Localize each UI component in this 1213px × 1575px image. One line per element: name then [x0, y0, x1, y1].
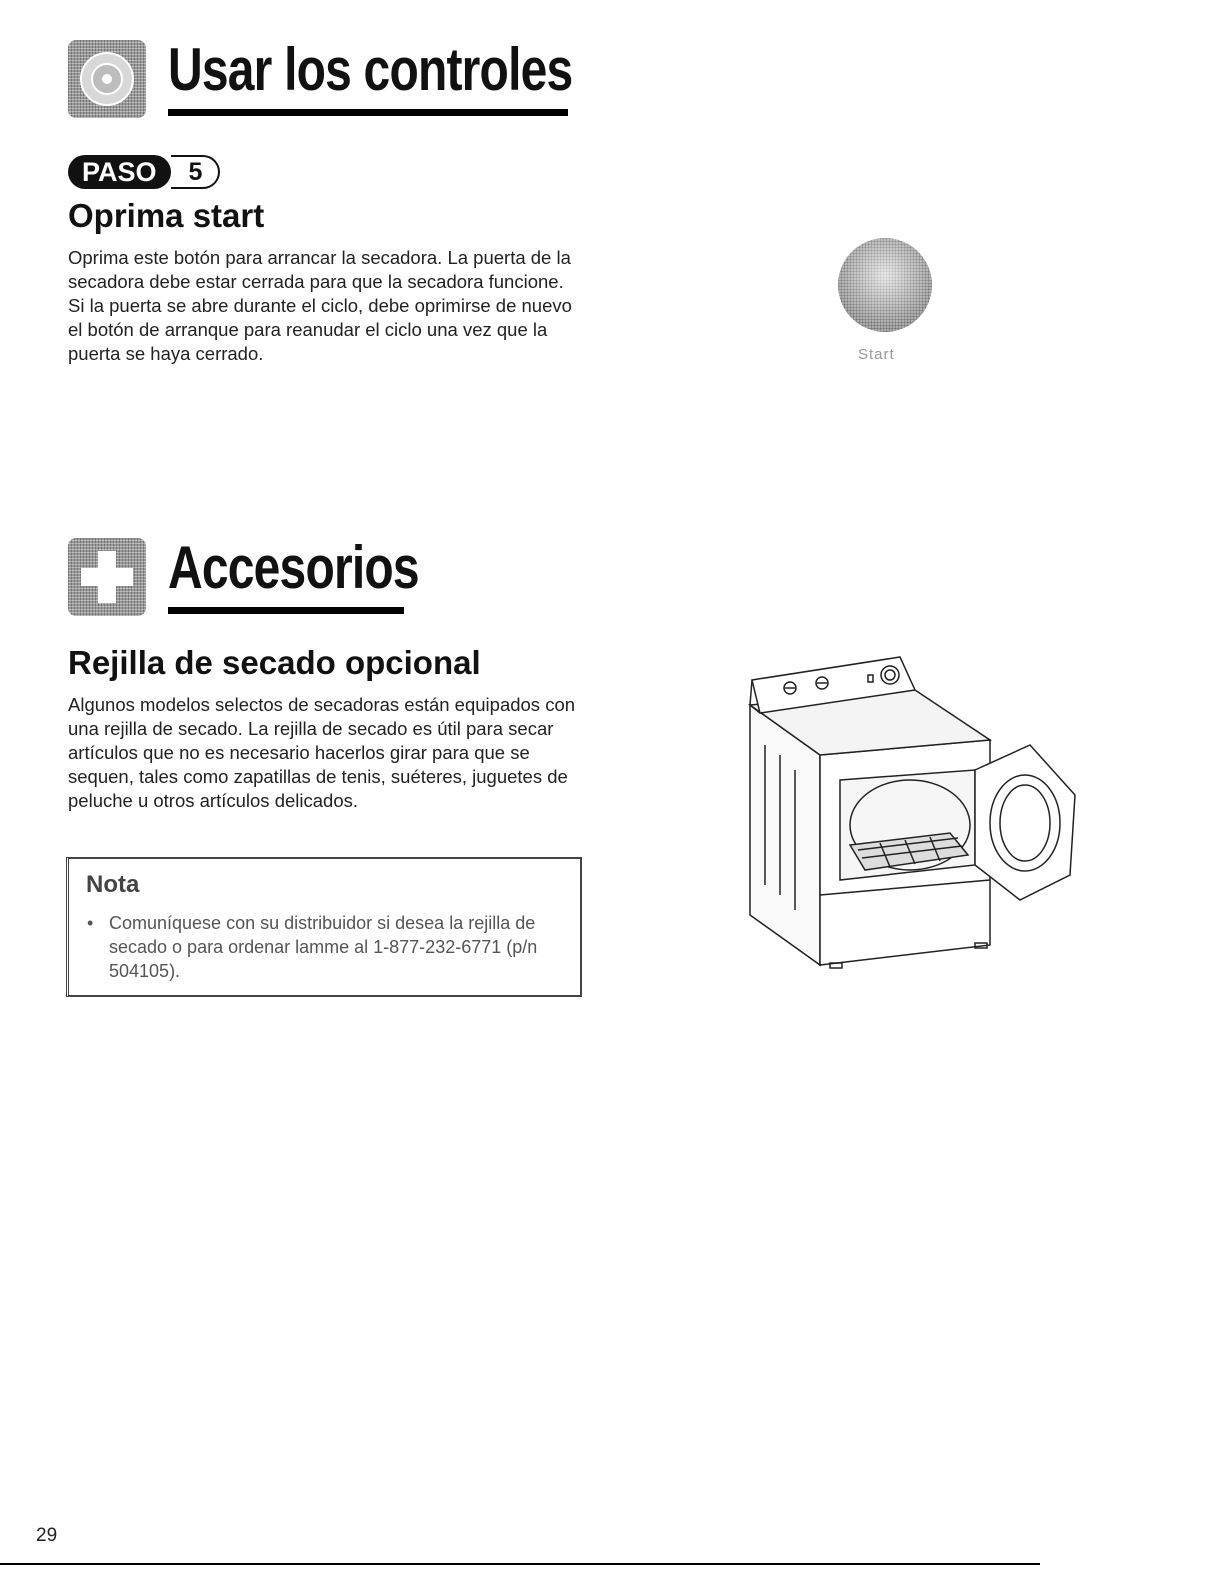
step-number: 5: [171, 155, 221, 189]
title-underline: [168, 607, 404, 614]
start-button-label: Start: [858, 346, 895, 363]
section-title-accessories: Accesorios: [168, 534, 419, 601]
accessory-heading: Rejilla de secado opcional: [68, 644, 481, 681]
step-description: Oprima este botón para arrancar la secadora. La puerta de la secadora debe estar cerrada para que la secadora funcione. Si la puerta se abre durante el ciclo, debe oprimirse de nuevo el botón de arranque para reanudar el ciclo una vez que la puerta se haya cerrado.: [68, 247, 572, 364]
footer-rule: [0, 1563, 1040, 1565]
dial-icon: [68, 40, 146, 118]
dryer-illustration: [740, 645, 1085, 985]
step-label: PASO: [68, 155, 171, 189]
note-text: Comuníquese con su distribuidor si desea la rejilla de secado o para ordenar lamme al 1-877-232-6771 (p/n 504105).: [109, 913, 538, 981]
step-heading: Oprima start: [68, 197, 265, 234]
accessory-description: Algunos modelos selectos de secadoras están equipados con una rejilla de secado. La rejilla de secado es útil para secar artículos que no es necesario hacerlos girar para que se sequen, tales como zapatillas de tenis, suéteres, juguetes de peluche u otros artículos delicados.: [68, 694, 576, 811]
section-title-controls: Usar los controles: [168, 36, 573, 103]
cross-icon: [68, 538, 146, 616]
start-button-icon: [838, 238, 932, 332]
note-title: Nota: [86, 871, 140, 898]
bullet-icon: •: [87, 913, 94, 933]
page-number: 29: [36, 1525, 58, 1546]
title-underline: [168, 109, 568, 116]
note-box: [66, 857, 582, 997]
step-badge: [68, 155, 220, 189]
